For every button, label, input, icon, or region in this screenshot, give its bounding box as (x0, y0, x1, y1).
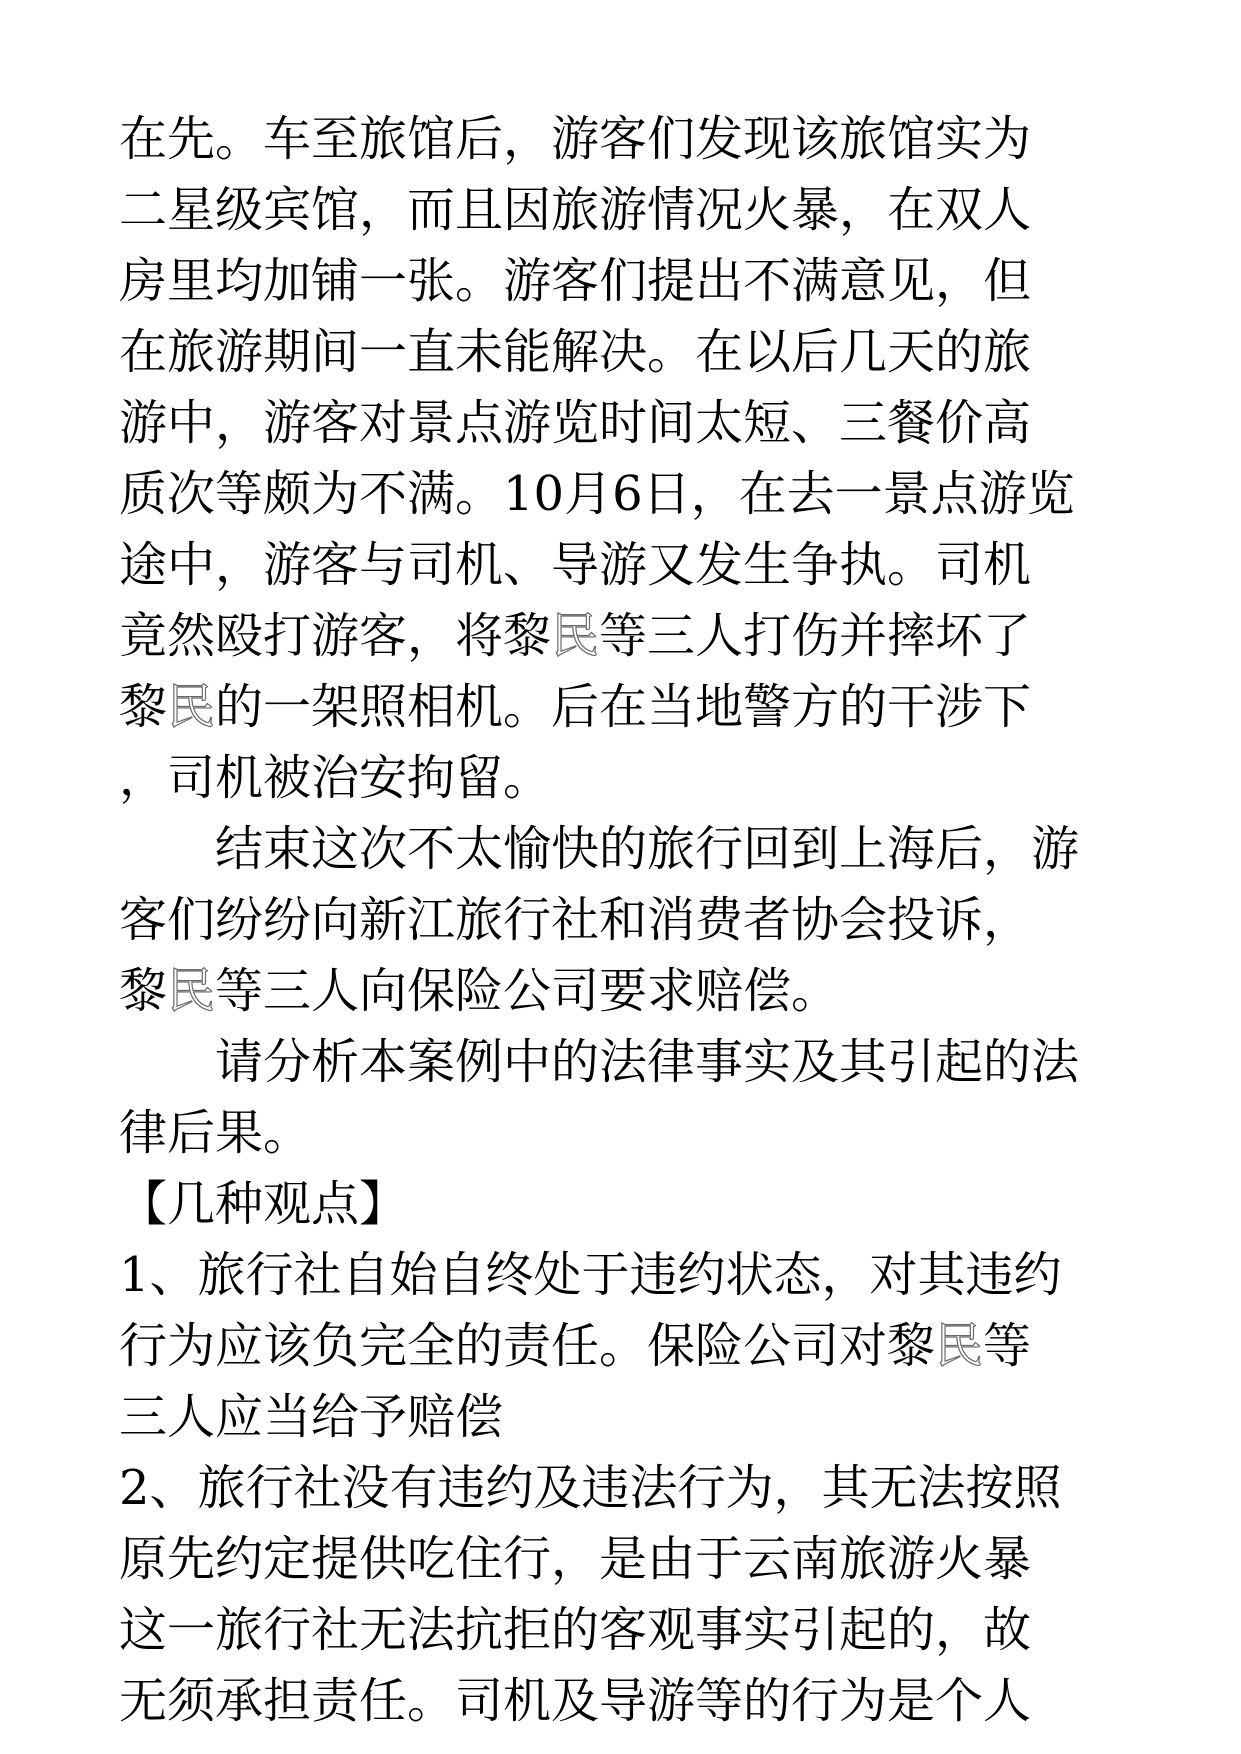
outlined-character: 民 (551, 608, 600, 664)
text-line (119, 1666, 1129, 1737)
text-line (119, 1453, 1129, 1524)
text-line (119, 814, 1129, 885)
text-line (119, 1240, 1129, 1311)
text-run: 质次等颇为不满。10月6日，在去一景点游览 (119, 466, 1075, 522)
text-line (119, 459, 1129, 530)
text-run: 房里均加铺一张。游客们提出不满意见，但 (119, 253, 1032, 309)
outlined-character: 民 (167, 963, 216, 1019)
text-run: 2、旅行社没有违约及违法行为，其无法按照 (119, 1460, 1062, 1516)
text-run: 在旅游期间一直未能解决。在以后几天的旅 (119, 324, 1032, 380)
text-line (119, 175, 1129, 246)
text-run: 竟然殴打游客，将黎 (119, 608, 552, 664)
text-line (119, 1027, 1129, 1098)
text-run: 结束这次不太愉快的旅行回到上海后，游 (215, 821, 1080, 877)
text-run: 等 (983, 1318, 1032, 1374)
text-run: 的一架照相机。后在当地警方的干涉下 (215, 679, 1032, 735)
text-line (119, 672, 1129, 743)
outlined-character: 民 (935, 1318, 984, 1374)
text-run: 二星级宾馆，而且因旅游情况火暴，在双人 (119, 182, 1032, 238)
text-run: 途中，游客与司机、导游又发生争执。司机 (119, 537, 1032, 593)
text-line (119, 530, 1129, 601)
text-line (119, 1524, 1129, 1595)
text-run: 【几种观点】 (119, 1176, 408, 1232)
text-line (119, 601, 1129, 672)
text-run: 原先约定提供吃住行，是由于云南旅游火暴 (119, 1531, 1032, 1587)
text-line (119, 1169, 1129, 1240)
text-run: 三人应当给予赔偿 (119, 1389, 504, 1445)
text-run: 黎 (119, 679, 168, 735)
text-run: 等三人打伤并摔坏了 (599, 608, 1032, 664)
text-line (119, 104, 1129, 175)
text-line (119, 246, 1129, 317)
text-run: 行为应该负完全的责任。保险公司对黎 (119, 1318, 936, 1374)
text-run: 请分析本案例中的法律事实及其引起的法 (215, 1034, 1080, 1090)
text-run: 游中，游客对景点游览时间太短、三餐价高 (119, 395, 1032, 451)
text-line (119, 388, 1129, 459)
text-run: 1、旅行社自始自终处于违约状态，对其违约 (119, 1247, 1062, 1303)
text-line (119, 743, 1129, 814)
outlined-character: 民 (167, 679, 216, 735)
text-run: 等三人向保险公司要求赔偿。 (215, 963, 840, 1019)
text-run: 这一旅行社无法抗拒的客观事实引起的，故 (119, 1602, 1032, 1658)
text-line (119, 885, 1129, 956)
text-run: 无须承担责任。司机及导游等的行为是个人 (119, 1673, 1032, 1729)
text-run: 律后果。 (119, 1105, 312, 1161)
text-run: ，司机被治安拘留。 (119, 750, 552, 806)
text-line (119, 956, 1129, 1027)
text-run: 客们纷纷向新江旅行社和消费者协会投诉， (119, 892, 1032, 948)
document-body (119, 104, 1129, 1737)
text-line (119, 1098, 1129, 1169)
text-line (119, 317, 1129, 388)
text-run: 黎 (119, 963, 168, 1019)
text-line (119, 1595, 1129, 1666)
text-run: 在先。车至旅馆后，游客们发现该旅馆实为 (119, 111, 1032, 167)
text-line (119, 1382, 1129, 1453)
text-line (119, 1311, 1129, 1382)
